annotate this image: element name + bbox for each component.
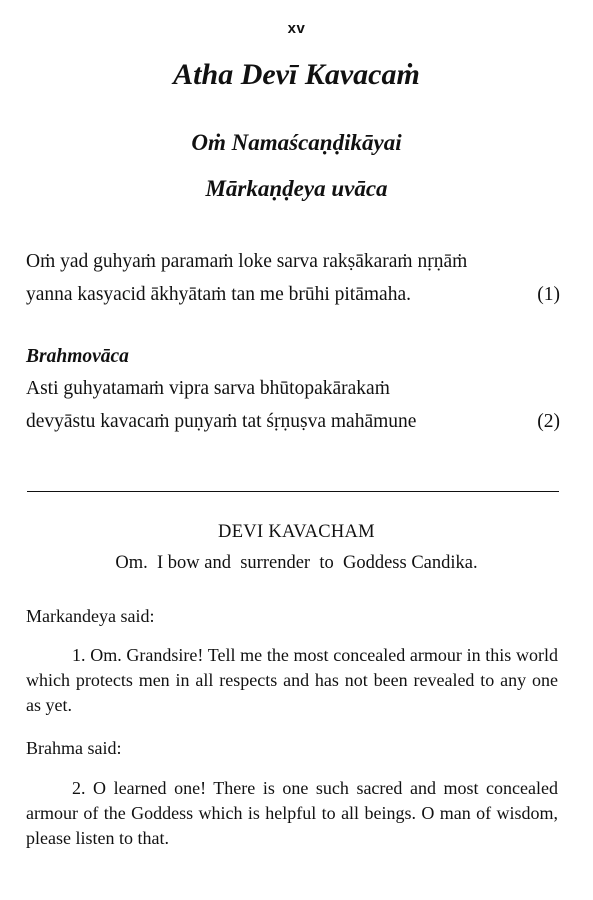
- verse-2: [26, 341, 560, 438]
- verse-text: devyāstu kavacaṁ puṇyaṁ tat śṛṇuṣva mahāmune: [26, 411, 417, 432]
- verse-line: [26, 405, 560, 438]
- verse-number: (1): [537, 284, 560, 305]
- verse-1: [26, 245, 560, 311]
- verse-text: Oṁ yad guhyaṁ paramaṁ loke sarva rakṣākaraṁ nṛṇāṁ: [26, 251, 468, 272]
- translation-subtitle: Om. I bow and surrender to Goddess Candika.: [115, 553, 478, 573]
- page-number: xv: [287, 20, 306, 37]
- speaker-heading: Mārkaṇḍeya uvāca: [205, 176, 388, 201]
- translation-speaker-2: Brahma said:: [26, 738, 122, 758]
- invocation-heading: Oṁ Namaścaṇḍikāyai: [191, 130, 402, 155]
- translation-title: DEVI KAVACHAM: [218, 522, 375, 542]
- section-divider: [27, 491, 559, 492]
- verse-line: [26, 245, 560, 278]
- verse-text: yanna kasyacid ākhyātaṁ tan me brūhi pitāmaha.: [26, 284, 411, 305]
- translation-paragraph-1: [26, 643, 558, 718]
- page-title: Atha Devī Kavacaṁ: [173, 58, 420, 91]
- verse-number: (2): [537, 411, 560, 432]
- translation-speaker-1: Markandeya said:: [26, 606, 155, 626]
- verse-line: [26, 372, 560, 405]
- verse-text: Asti guhyatamaṁ vipra sarva bhūtopakārakaṁ: [26, 378, 390, 399]
- paragraph-text: 2. O learned one! There is one such sacred and most concealed armour of the Goddess which is helpful to all beings. O man of wisdom, please listen to that.: [26, 778, 558, 848]
- paragraph-text: 1. Om. Grandsire! Tell me the most concealed armour in this world which protects men in all respects and has not been revealed to any one as yet.: [26, 645, 558, 715]
- translation-paragraph-2: [26, 776, 558, 851]
- verse-line: [26, 278, 560, 311]
- verse-speaker: Brahmovāca: [26, 346, 129, 367]
